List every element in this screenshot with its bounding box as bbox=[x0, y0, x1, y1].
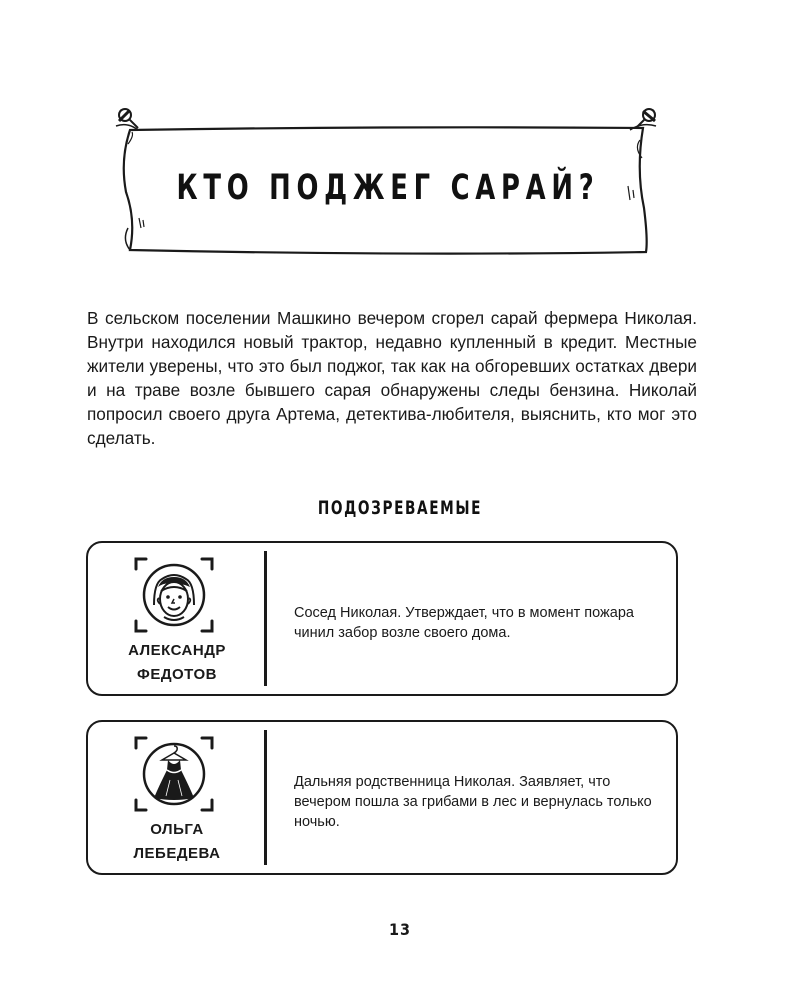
suspect-first-name: АЛЕКСАНДР bbox=[128, 642, 226, 659]
suspect-first-name: ОЛЬГА bbox=[150, 821, 204, 838]
suspect-description: Дальняя родственница Николая. Заявляет, что вечером пошла за грибами в лес и вернулась только ночью. bbox=[294, 774, 652, 830]
card-divider bbox=[264, 730, 267, 865]
card-divider bbox=[264, 551, 267, 686]
man-face-icon bbox=[132, 553, 216, 637]
suspect-description: Сосед Николая. Утверждает, что в момент пожара чинил забор возле своего дома. bbox=[294, 605, 634, 641]
page-number: 13 bbox=[388, 920, 412, 939]
suspect-name bbox=[98, 639, 256, 687]
suspects-heading: ПОДОЗРЕВАЕМЫЕ bbox=[317, 497, 483, 519]
title-banner bbox=[108, 100, 668, 270]
dress-icon bbox=[132, 732, 216, 816]
intro-paragraph: В сельском поселении Машкино вечером сгорел сарай фермера Николая. Внутри находился новый трактор, недавно купленный в кредит. Местные жители уверены, что это был поджог, так как на обгоревших остатках двери и на траве возле бывшего сарая обнаружены следы бензина. Николай попросил своего друга Артема, детектива-любителя, выяснить, кто мог это сделать. bbox=[87, 308, 697, 448]
suspect-card bbox=[86, 541, 678, 696]
page-title: КТО ПОДЖЕГ САРАЙ? bbox=[176, 168, 600, 208]
suspect-name bbox=[98, 818, 256, 866]
suspect-card bbox=[86, 720, 678, 875]
suspect-last-name: ЛЕБЕДЕВА bbox=[133, 845, 221, 862]
suspect-last-name: ФЕДОТОВ bbox=[137, 666, 217, 683]
pushpin-left-icon bbox=[116, 109, 138, 130]
